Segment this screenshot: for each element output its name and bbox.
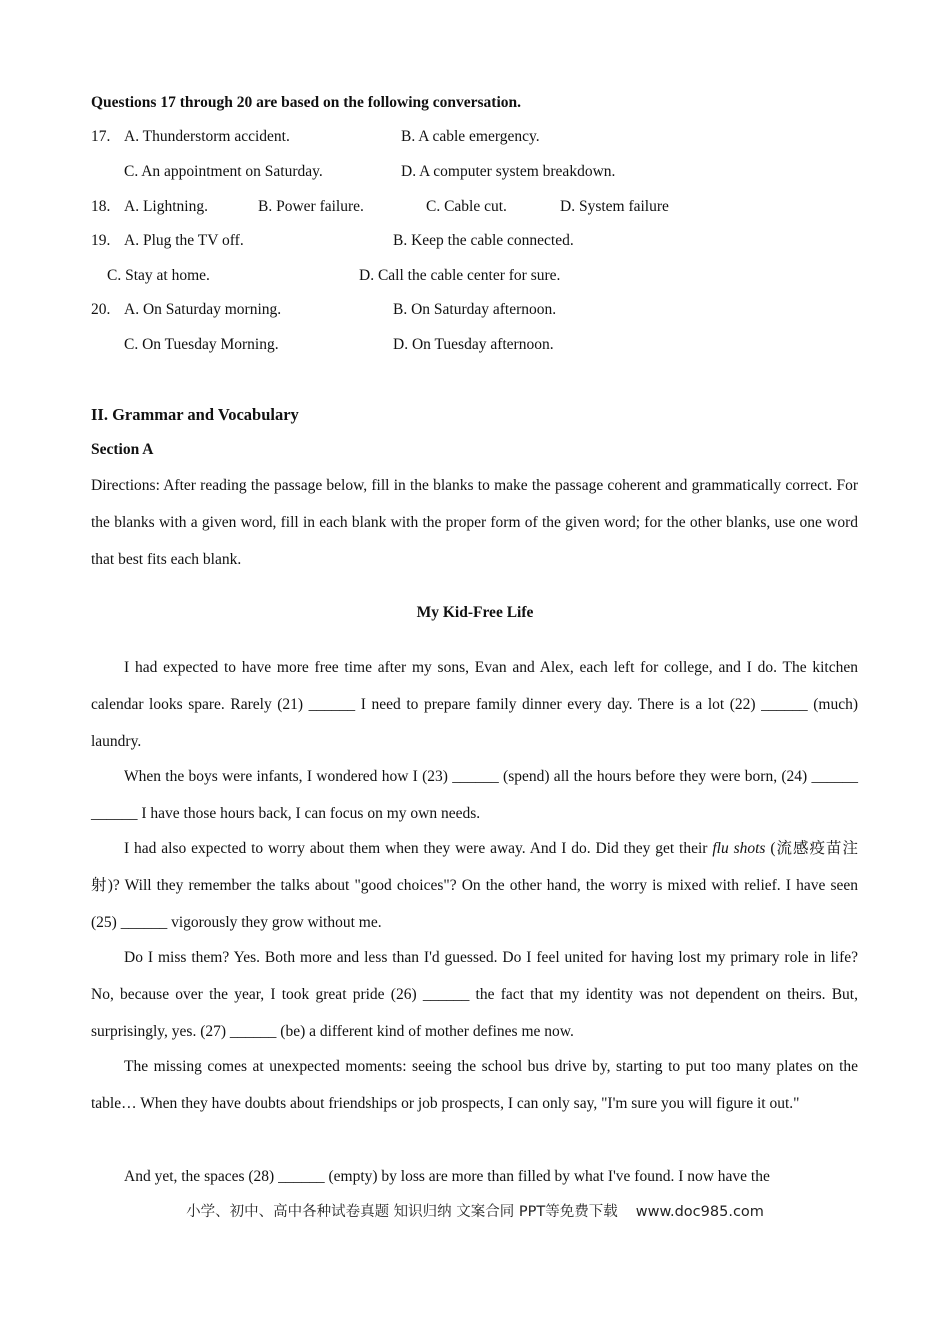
option-a: A. Thunderstorm accident. bbox=[124, 128, 290, 145]
option-b: B. A cable emergency. bbox=[401, 128, 540, 145]
question-number: 19. bbox=[91, 232, 111, 249]
footer-url[interactable]: www.doc985.com bbox=[635, 1204, 764, 1220]
option-b: B. On Saturday afternoon. bbox=[393, 301, 557, 318]
paragraph-text: I had also expected to worry about them when they were away. And I do. Did they get their bbox=[124, 840, 713, 857]
option-a: A. Lightning. bbox=[124, 198, 208, 215]
question-number: 18. bbox=[91, 198, 111, 215]
directions-paragraph: Directions: After reading the passage below, fill in the blanks to make the passage coherent and grammatically correct. For the blanks with a given word, fill in each blank with the proper form of the given word; for the other blanks, use one word that best fits each blank. bbox=[91, 477, 858, 568]
option-d: D. A computer system breakdown. bbox=[401, 163, 616, 180]
option-b: B. Power failure. bbox=[258, 198, 364, 215]
option-a: A. Plug the TV off. bbox=[124, 232, 244, 249]
footer-text: 小学、初中、高中各种试卷真题 知识归纳 文案合同 PPT等免费下载 bbox=[186, 1204, 618, 1220]
option-c: C. An appointment on Saturday. bbox=[124, 163, 323, 180]
passage-paragraph: Do I miss them? Yes. Both more and less than I'd guessed. Do I feel united for having lost my primary role in life? No, because over the year, I took great pride (26) ______ the fact that my identity was not dependent on theirs. But, surprisingly, yes. (27) ______ (be) a different kind of mother defines me now. bbox=[91, 949, 858, 1040]
paragraph-text: (流感疫苗注射)? Will they remember the talks about "good choices"? On the other hand, the worry is mixed with relief. I have seen (25) ______ vigorously they grow without me. bbox=[91, 840, 858, 931]
section-title: Section A bbox=[91, 441, 154, 458]
option-c: C. Stay at home. bbox=[107, 267, 210, 284]
option-b: B. Keep the cable connected. bbox=[393, 232, 574, 249]
passage-paragraph: The missing comes at unexpected moments: seeing the school bus drive by, starting to put too many plates on the table… When they have doubts about friendships or job prospects, I can only say, "I'm sure you will figure it out." bbox=[91, 1058, 858, 1112]
italic-term: flu shots bbox=[712, 840, 766, 857]
option-c: C. Cable cut. bbox=[426, 198, 507, 215]
option-c: C. On Tuesday Morning. bbox=[124, 336, 279, 353]
passage-paragraph: I had expected to have more free time after my sons, Evan and Alex, each left for college, and I do. The kitchen calendar looks spare. Rarely (21) ______ I need to prepare family dinner every day. There is a lot (22) ______ (much) laundry. bbox=[91, 659, 858, 750]
question-number: 17. bbox=[91, 128, 111, 145]
passage-paragraph bbox=[91, 830, 858, 941]
page-footer bbox=[0, 1200, 950, 1221]
option-d: D. System failure bbox=[560, 198, 669, 215]
option-d: D. On Tuesday afternoon. bbox=[393, 336, 554, 353]
question-number: 20. bbox=[91, 301, 111, 318]
passage-title: My Kid-Free Life bbox=[416, 604, 534, 621]
option-d: D. Call the cable center for sure. bbox=[359, 267, 561, 284]
passage-paragraph: And yet, the spaces (28) ______ (empty) by loss are more than filled by what I've found. I now have the bbox=[124, 1168, 770, 1185]
questions-header: Questions 17 through 20 are based on the following conversation. bbox=[91, 94, 522, 111]
part-title: II. Grammar and Vocabulary bbox=[91, 405, 299, 424]
option-a: A. On Saturday morning. bbox=[124, 301, 282, 318]
passage-paragraph: When the boys were infants, I wondered how I (23) ______ (spend) all the hours before they were born, (24) ______ ______ I have those hours back, I can focus on my own needs. bbox=[91, 768, 858, 822]
